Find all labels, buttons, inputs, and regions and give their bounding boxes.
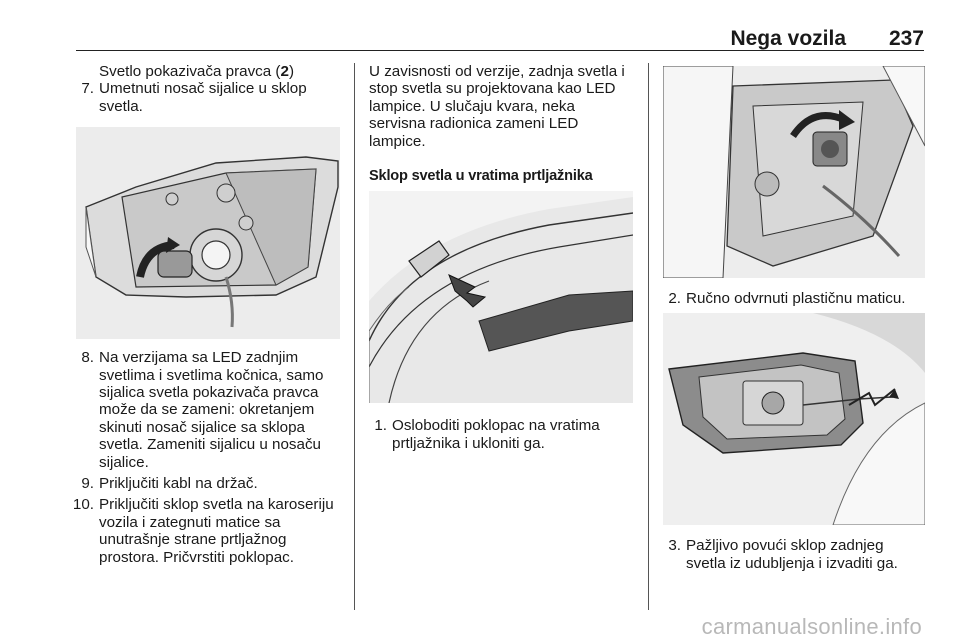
tailgate-cover-illustration — [369, 191, 633, 403]
step-item — [663, 537, 925, 572]
step-text: Priključiti kabl na držač. — [99, 475, 258, 493]
step-number: 2. — [668, 290, 681, 307]
column-3 — [663, 66, 925, 572]
step-text: Osloboditi poklopac na vratima prtljažnika i ukloniti ga. — [392, 417, 600, 452]
plastic-nut-illustration — [663, 66, 925, 278]
figure-remove-light — [663, 313, 925, 525]
step-number: 1. — [374, 417, 387, 435]
step-number: 8. — [81, 349, 94, 367]
section-title: Nega vozila — [730, 27, 846, 50]
figure-bulb-holder — [76, 127, 340, 339]
remove-light-illustration — [663, 313, 925, 525]
step-number: 9. — [81, 475, 94, 493]
column-2 — [369, 63, 633, 452]
step-text: Priključiti sklop svetla na karoseriju vozila i zategnuti matice sa unutrašnje strane prtljažnog prostora. Pričvrstiti poklopac. — [99, 496, 334, 566]
step-text: Na verzijama sa LED zadnjim svetlima i svetlima kočnica, samo sijalica svetla pokazivača pravca može da se zameni: okretanjem skinuti nosač sijalice sa sklopa svetla. Zameniti sijalicu u nosaču sijalice. — [99, 349, 324, 471]
page-number: 237 — [888, 27, 924, 50]
page-header — [76, 26, 924, 51]
step-item — [72, 496, 340, 566]
step-number: 10. — [72, 496, 94, 514]
step-text: Umetnuti nosač sijalice u sklop svetla. — [99, 80, 307, 115]
column-divider — [354, 63, 355, 610]
step-item — [663, 290, 925, 307]
step-item — [76, 349, 340, 471]
column-divider — [648, 63, 649, 610]
bulb-holder-illustration — [76, 127, 340, 339]
step-item — [76, 475, 340, 492]
bold-number: 2 — [280, 63, 289, 80]
step-number: 7. — [81, 80, 94, 98]
step-text: Ručno odvrnuti plastičnu maticu. — [686, 290, 906, 307]
watermark: carmanualsonline.info — [701, 614, 922, 639]
figure-plastic-nut — [663, 66, 925, 278]
column-1 — [72, 63, 340, 566]
intro-paragraph: U zavisnosti od verzije, zadnja svetla i stop svetla su projektovana kao LED lampice. U slučaju kvara, neka servisna radionica zameni LED lampice. — [369, 63, 625, 150]
continued-text: Svetlo pokazivača pravca (2) — [99, 63, 295, 80]
step-number: 3. — [668, 537, 681, 555]
step-item — [369, 417, 633, 452]
step-item — [76, 80, 340, 115]
step-text: Pažljivo povući sklop zadnjeg svetla iz udubljenja i izvaditi ga. — [686, 537, 898, 572]
section-heading: Sklop svetla u vratima prtljažnika — [369, 168, 593, 185]
figure-tailgate-cover — [369, 191, 633, 403]
